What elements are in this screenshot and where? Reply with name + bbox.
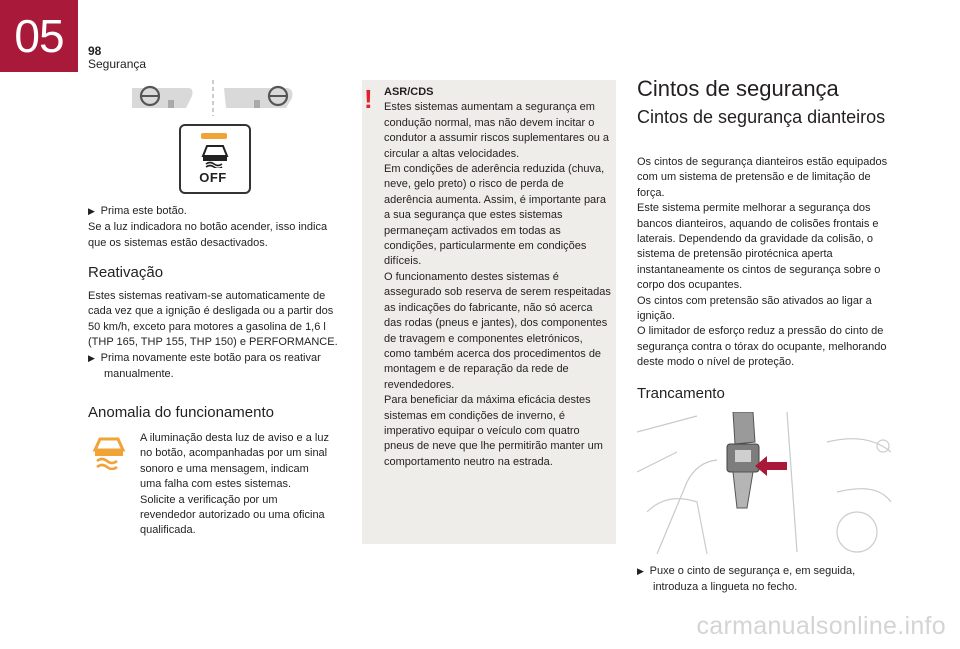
- malfunction-text-2: Solicite a verificação por um revendedor autorizado ou uma oficina qualificada.: [140, 493, 325, 537]
- belts-paragraph-4: O limitador de esforço reduz a pressão do cinto de segurança contra o tórax do ocupante, melhorando deste modo o nível de proteção.: [637, 325, 887, 369]
- warning-title: ASR/CDS: [384, 86, 434, 98]
- warning-paragraph-3: O funcionamento destes sistemas é assegurado sob reserva de serem respeitadas as indicações do fabricante, não só acerca das rodas (pneus e jantes), dos componentes de travagem e componentes eletrónicos, como também acerca dos procedimentos de montagem e de reparação da rede de revendedores.: [384, 270, 611, 391]
- page-number: 98: [88, 44, 102, 58]
- off-label: OFF: [199, 170, 227, 185]
- seatbelt-buckle-illustration: [637, 412, 891, 554]
- bullet-arrow-icon: ▶: [88, 207, 101, 217]
- belts-paragraph-2: Este sistema permite melhorar a segurança dos bancos dianteiros, aquando de colisões frontais e laterais. Dependendo da gravidade da colisão, o sistema de pretensão pirotécnica aperta instantaneamente os cintos de segurança sobre o corpo dos ocupantes.: [637, 202, 881, 292]
- malfunction-text: A iluminação desta luz de aviso e a luz no botão, acompanhadas por um sinal sonoro e uma mensagem, indicam uma falha com estes sistemas.: [140, 432, 329, 491]
- warning-paragraph-4: Para beneficiar da máxima eficácia destes sistemas em condições de inverno, é imperativo equipar o veículo com quatro pneus de neve que lhe permitirão manter um comportamento neutro na estrada.: [384, 394, 603, 468]
- chapter-tab: 05: [0, 0, 78, 72]
- malfunction-heading: Anomalia do funcionamento: [88, 404, 274, 421]
- esp-off-button-icon: [179, 124, 251, 194]
- locking-heading: Trancamento: [637, 385, 725, 402]
- warning-exclamation-icon: !: [364, 84, 373, 114]
- instruction-text: Se a luz indicadora no botão acender, isso indica que os sistemas estão desactivados.: [88, 221, 328, 249]
- belts-paragraph-3: Os cintos com pretensão são ativados ao ligar a ignição.: [637, 294, 872, 323]
- bullet-arrow-icon: ▶: [88, 353, 101, 364]
- reactivation-heading: Reativação: [88, 264, 164, 281]
- reactivation-text: Estes sistemas reativam-se automaticamente de cada vez que a ignição é desligada ou a partir dos 50 km/h, exceto para motores a gasolina de 1,6 l (THP 165, THP 155, THP 150) e PERFORMANCE.: [88, 290, 338, 349]
- reactivation-bullet: Prima novamente este botão para os reativar manualmente.: [100, 351, 321, 381]
- belts-paragraph-1: Os cintos de segurança dianteiros estão equipados com um sistema de pretensão e de limitação de força.: [637, 156, 888, 199]
- page-title: Cintos de segurança: [637, 76, 839, 101]
- bullet-arrow-icon: ▶: [637, 567, 650, 577]
- instruction-bullet: Prima este botão.: [100, 205, 187, 217]
- warning-paragraph-2: Em condições de aderência reduzida (chuva, neve, gelo preto) o risco de perda de aderência aumenta. Assim, é importante para a sua segurança que estes sistemas permaneçam activados em todas as condições, particularmente em condições difíceis.: [384, 163, 606, 268]
- section-subtitle: Cintos de segurança dianteiros: [637, 107, 886, 127]
- esp-warning-lamp-icon: [92, 436, 126, 470]
- locking-bullet: Puxe o cinto de segurança e, em seguida, introduza a lingueta no fecho.: [649, 565, 856, 594]
- section-name: Segurança: [88, 57, 147, 71]
- warning-paragraph-1: Estes sistemas aumentam a segurança em condução normal, mas não devem incitar o condutor a assumir riscos suplementares ou a circular a altas velocidades.: [384, 101, 609, 160]
- dashboard-steering-icon: [128, 76, 298, 118]
- watermark: carmanualsonline.info: [696, 612, 946, 640]
